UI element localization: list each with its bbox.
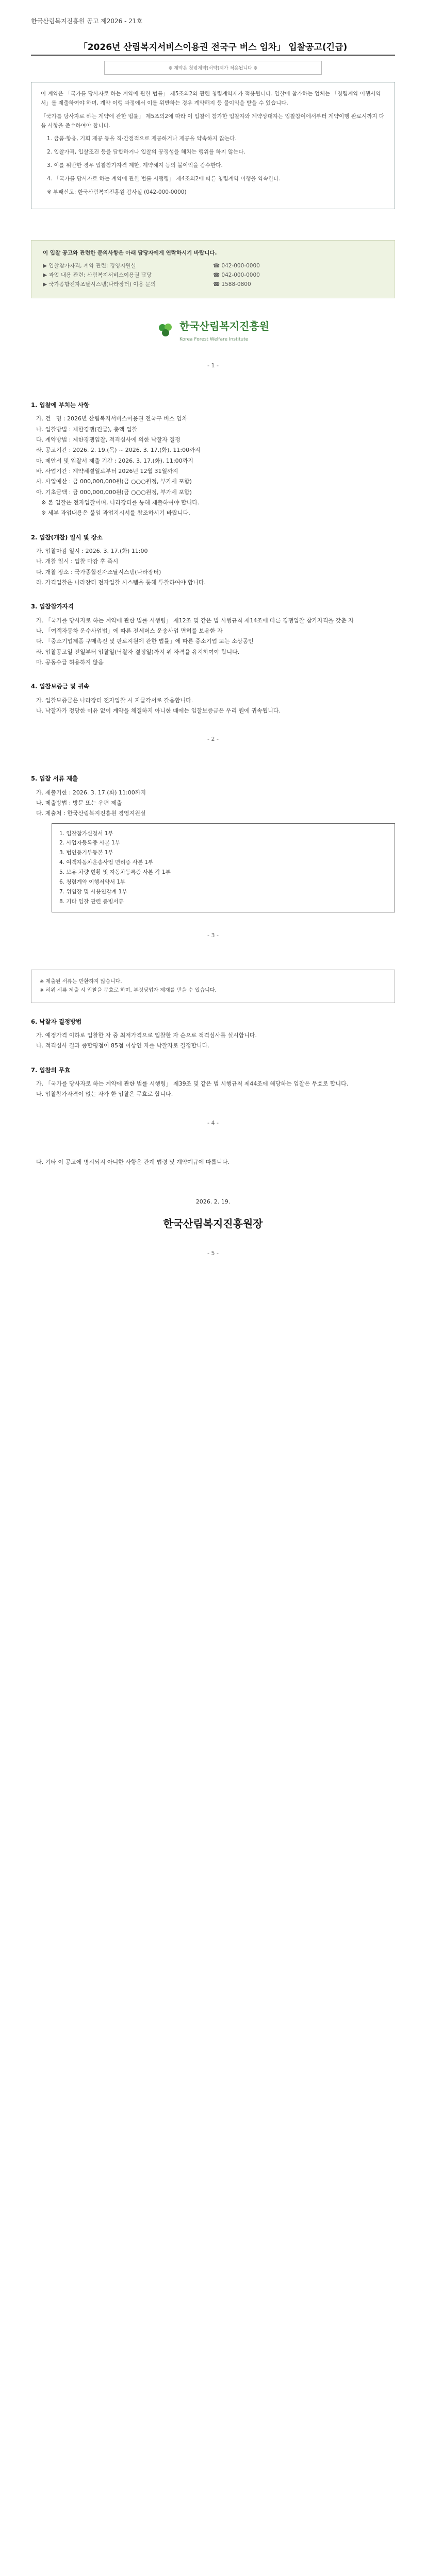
section-1 xyxy=(31,400,395,716)
section-line: 가. 제출기한 : 2026. 3. 17.(화) 11:00까지 xyxy=(36,789,146,796)
section-5 xyxy=(31,773,395,912)
section-line: 가. 입찰보증금은 나라장터 전자입찰 시 지급각서로 갈음합니다. xyxy=(36,697,193,704)
section-line: 라. 입찰공고일 전일부터 입찰일(낙찰자 결정일)까지 위 자격을 유지하여야 합니다. xyxy=(36,648,240,655)
section-title: 3. 입찰참가자격 xyxy=(31,603,74,611)
contact-row xyxy=(43,262,383,271)
closing-line: 다. 기타 이 공고에 명시되지 아니한 사항은 관계 법령 및 계약예규에 따릅니다. xyxy=(36,1158,230,1165)
integrity-paragraph: 이 계약은 「국가를 당사자로 하는 계약에 관한 법률」 제5조의2와 관련 청렴계약제가 적용됩니다. 입찰에 참가하는 업체는 「청렴계약 이행서약서」를 제출하여야 하며, 계약 이행 과정에서 이를 위반하는 경우 계약해지 등 불이익을 받을 수 있습니다. xyxy=(41,91,381,106)
contact-row xyxy=(43,271,383,280)
notes-box xyxy=(31,970,395,1003)
section-line: 가. 「국가를 당사자로 하는 계약에 관한 법률 시행령」 제39조 및 같은 법 시행규칙 제44조에 해당하는 입찰은 무효로 합니다. xyxy=(36,1080,349,1087)
institute-logo xyxy=(31,318,395,343)
contact-info-box xyxy=(31,240,395,298)
required-document: 7. 위임장 및 사용인감계 1부 xyxy=(59,888,127,895)
integrity-paragraph: 「국가를 당사자로 하는 계약에 관한 법률」 제5조의2에 따라 이 입찰에 참가한 입찰자와 계약상대자는 입찰참여에서부터 계약이행 완료시까지 다음 사항을 준수하여야 합니다. xyxy=(41,113,384,129)
section-6-7 xyxy=(31,1016,395,1100)
section-line: 나. 낙찰자가 정당한 이유 없이 계약을 체결하지 아니한 때에는 입찰보증금은 우리 원에 귀속됩니다. xyxy=(36,707,281,714)
section-line: 바. 사업기간 : 계약체결일로부터 2026년 12월 31일까지 xyxy=(36,467,178,474)
section-line: 아. 기초금액 : 금 000,000,000원(금 ○○○원정, 부가세 포함) xyxy=(36,488,192,496)
section-title: 7. 입찰의 무효 xyxy=(31,1066,70,1074)
section-line: 가. 입찰마감 일시 : 2026. 3. 17.(화) 11:00 xyxy=(36,547,148,554)
logo-name-en: Korea Forest Welfare Institute xyxy=(179,336,249,342)
page-number: - 4 - xyxy=(207,1119,219,1126)
section-line: 가. 「국가를 당사자로 하는 계약에 관한 법률 시행령」 제12조 및 같은 법 시행규칙 제14조에 따른 경쟁입찰 참가자격을 갖춘 자 xyxy=(36,617,354,624)
closing-section xyxy=(31,1157,395,1167)
page-number: - 5 - xyxy=(207,1249,219,1257)
section-line: 다. 「중소기업제품 구매촉진 및 판로지원에 관한 법률」에 따른 중소기업 또는 소상공인 xyxy=(36,638,254,645)
integrity-item: ※ 부패신고: 한국산림복지진흥원 감사실 (042-000-0000) xyxy=(47,189,187,195)
section-line: 라. 공고기간 : 2026. 2. 19.(목) ~ 2026. 3. 17.(화), 11:00까지 xyxy=(36,447,201,454)
contact-phone: ☎ 042-000-0000 xyxy=(213,263,260,269)
required-document: 2. 사업자등록증 사본 1부 xyxy=(59,840,120,846)
notice-document xyxy=(31,16,395,1287)
section-line: 라. 가격입찰은 나라장터 전자입찰 시스템을 통해 투찰하여야 합니다. xyxy=(36,579,206,586)
integrity-contract-note: ※ 계약은 청렴계약(서약)제가 적용됩니다 ※ xyxy=(104,61,322,75)
required-document: 1. 입찰참가신청서 1부 xyxy=(59,830,113,837)
page-number: - 1 - xyxy=(207,362,219,369)
section-title: 4. 입찰보증금 및 귀속 xyxy=(31,683,90,690)
section-title: 5. 입찰 서류 제출 xyxy=(31,775,78,783)
contact-info-head: 이 입찰 공고와 관련한 문의사항은 아래 담당자에게 연락하시기 바랍니다. xyxy=(43,249,217,256)
section-title: 2. 입찰(개찰) 일시 및 장소 xyxy=(31,533,103,541)
section-line: 나. 제출방법 : 방문 또는 우편 제출 xyxy=(36,799,122,806)
required-document: 4. 여객자동차운송사업 면허증 사본 1부 xyxy=(59,859,154,866)
notice-title: 「2026년 산림복지서비스이용권 전국구 버스 임차」 입찰공고(긴급) xyxy=(31,35,395,56)
contact-phone: ☎ 042-000-0000 xyxy=(213,272,260,279)
contact-label: ▶ 과업 내용 관련: 산림복지서비스이용권 담당 xyxy=(43,272,152,279)
required-document: 3. 법인등기부등본 1부 xyxy=(59,850,113,856)
section-line: 가. 예정가격 이하로 입찰한 자 중 최저가격으로 입찰한 자 순으로 적격심사를 실시합니다. xyxy=(36,1031,257,1039)
contact-row xyxy=(43,280,383,290)
integrity-item: 1. 금품·향응, 기회 제공 등을 직·간접적으로 제공하거나 제공을 약속하지 않는다. xyxy=(47,135,237,142)
sign-organization: 한국산림복지진흥원장 xyxy=(163,1217,263,1230)
forest-logo-icon xyxy=(157,321,174,339)
section-line: 마. 공동수급 허용하지 않음 xyxy=(36,658,104,666)
integrity-item: 4. 「국가를 당사자로 하는 계약에 관한 법률 시행령」 제4조의2에 따른 청렴계약 이행을 약속한다. xyxy=(47,175,281,182)
section-line: 나. 적격심사 결과 종합평점이 85점 이상인 자를 낙찰자로 결정합니다. xyxy=(36,1042,209,1049)
section-line: 나. 입찰참가자격이 없는 자가 한 입찰은 무효로 합니다. xyxy=(36,1091,173,1098)
contact-label: ▶ 국가종합전자조달시스템(나라장터) 이용 문의 xyxy=(43,281,156,288)
section-line: ※ 본 입찰은 전자입찰이며, 나라장터를 통해 제출하여야 합니다. xyxy=(41,499,200,506)
required-document: 8. 기타 입찰 관련 증빙서류 xyxy=(59,898,124,905)
notice-number: 한국산림복지진흥원 공고 제2026 - 21호 xyxy=(31,18,143,25)
required-documents-box xyxy=(52,823,395,912)
note-line: ※ 제출된 서류는 반환하지 않습니다. xyxy=(40,978,122,985)
section-line: ※ 세부 과업내용은 붙임 과업지시서를 참조하시기 바랍니다. xyxy=(41,510,190,517)
contact-phone: ☎ 1588-0800 xyxy=(213,281,251,288)
sign-date: 2026. 2. 19. xyxy=(195,1198,231,1205)
required-document: 5. 보유 차량 현황 및 자동차등록증 사본 각 1부 xyxy=(59,869,171,876)
note-line: ※ 허위 서류 제출 시 입찰을 무효로 하며, 부정당업자 제재를 받을 수 있습니다. xyxy=(40,988,217,994)
integrity-box xyxy=(31,82,395,209)
required-document: 6. 청렴계약 이행서약서 1부 xyxy=(59,879,126,885)
logo-name-kr: 한국산림복지진흥원 xyxy=(179,319,269,332)
section-line: 나. 「여객자동차 운수사업법」에 따른 전세버스 운송사업 면허를 보유한 자 xyxy=(36,627,223,634)
integrity-item: 2. 입찰가격, 입찰조건 등을 담합하거나 입찰의 공정성을 해치는 행위를 하지 않는다. xyxy=(47,149,245,156)
section-title: 6. 낙찰자 결정방법 xyxy=(31,1018,82,1025)
section-line: 마. 제안서 및 입찰서 제출 기간 : 2026. 3. 17.(화), 11:00까지 xyxy=(36,457,193,464)
section-line: 사. 사업예산 : 금 000,000,000원(금 ○○○원정, 부가세 포함) xyxy=(36,478,192,485)
section-line: 다. 제출처 : 한국산림복지진흥원 경영지원실 xyxy=(36,810,146,817)
integrity-item: 3. 이를 위반한 경우 입찰참가자격 제한, 계약해지 등의 불이익을 감수한다. xyxy=(47,162,223,169)
section-title: 1. 입찰에 부치는 사항 xyxy=(31,401,90,409)
contact-label: ▶ 입찰참가자격, 계약 관련: 경영지원실 xyxy=(43,263,136,269)
section-line: 나. 입찰방법 : 제한경쟁(긴급), 총액 입찰 xyxy=(36,426,138,433)
page-number: - 2 - xyxy=(207,736,219,743)
section-line: 다. 개찰 장소 : 국가종합전자조달시스템(나라장터) xyxy=(36,568,161,575)
section-line: 다. 계약방법 : 제한경쟁입찰, 적격심사에 의한 낙찰자 결정 xyxy=(36,436,181,443)
section-line: 나. 개찰 일시 : 입찰 마감 후 즉시 xyxy=(36,558,119,565)
page-number: - 3 - xyxy=(207,931,219,939)
section-line: 가. 건 명 : 2026년 산림복지서비스이용권 전국구 버스 임차 xyxy=(36,415,188,422)
